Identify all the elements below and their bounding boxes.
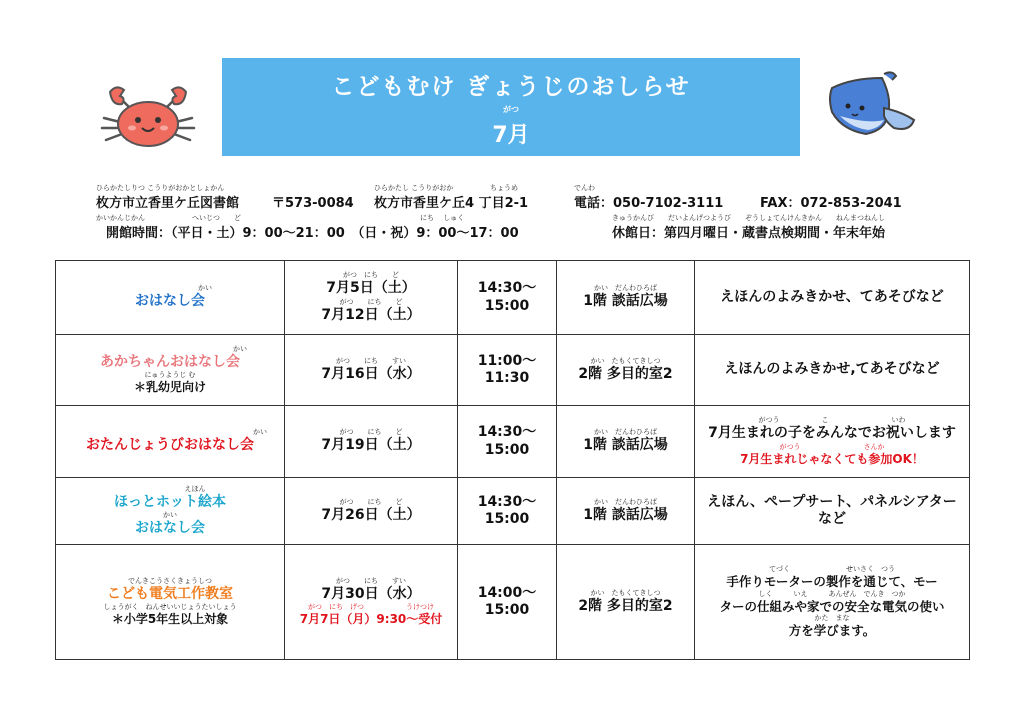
event-name-ruby: かい (198, 284, 212, 293)
event-name-ruby: でんきこうさくきょうしつ (128, 576, 212, 585)
event-time-start: 14:30～ (477, 424, 537, 440)
event-name-ruby: かい (253, 428, 267, 437)
date-ruby: がつ にち すい (336, 576, 406, 585)
postal-code: 〒573-0084 (272, 196, 354, 211)
note-ruby: にゅうようじ む (144, 371, 196, 380)
event-time-cell (458, 545, 557, 660)
event-place-cell (557, 335, 695, 406)
event-time-end: 15:00 (484, 602, 530, 618)
hours-ruby: かいかんじかん (96, 214, 145, 222)
event-date-cell (285, 406, 458, 478)
event-place: 2階 多目的室2 (578, 597, 673, 614)
event-activity-cell (695, 261, 970, 335)
event-date: 7月16日（水） (321, 365, 421, 382)
date-ruby: がつ にち ど (339, 428, 403, 437)
event-name: ほっとホット絵本 (114, 493, 226, 510)
event-extra-note: 7月生まれじゃなくても参加OK！ (740, 451, 924, 466)
page-title: こどもむけ ぎょうじのおしらせ (331, 74, 691, 100)
event-apply: 7月7日（月）9:30～受付 (299, 612, 443, 627)
event-name: こども電気工作教室 (107, 585, 233, 602)
date-ruby: がつ にち ど (339, 297, 403, 306)
event-name-ruby: えほん (184, 484, 206, 493)
place-ruby: かい だんわひろば (594, 284, 657, 293)
event-activity: 7月生まれの子をみんなでお祝いします (708, 425, 956, 442)
event-activity: えほんのよみきかせ、てあそびなど (720, 288, 944, 305)
month-label: 7月 (492, 123, 530, 148)
event-date-cell (285, 335, 458, 406)
event-time-start: 14:30～ (477, 280, 537, 296)
activity-ruby: かた まな (814, 614, 850, 623)
note-ruby: しょうがく ねんせいいじょうたいしょう (103, 603, 237, 612)
event-place: 1階 談話広場 (583, 437, 668, 454)
manta-ray-icon (822, 68, 922, 148)
event-activity-line: 手作りモーターの製作を通じて、モー (726, 574, 938, 590)
place-ruby: かい だんわひろば (594, 497, 657, 506)
table-row (56, 335, 970, 406)
event-time-end: 15:00 (484, 297, 530, 314)
event-time-cell (458, 261, 557, 335)
event-time-start: 14:00～ (477, 584, 537, 601)
date-ruby: がつ にち ど (339, 497, 403, 506)
event-time-end: 15:00 (484, 441, 530, 458)
event-date-cell (285, 545, 458, 660)
event-date-cell (285, 261, 458, 335)
event-date: 7月12日（土） (321, 306, 421, 323)
event-date: 7月26日（土） (321, 506, 421, 523)
event-name: あかちゃんおはなし会 (100, 353, 240, 370)
activity-ruby: がつう こ いわ (758, 416, 906, 425)
event-activity: えほん、ペープサート、パネルシアター (707, 493, 957, 510)
event-place-cell (557, 545, 695, 660)
event-place-cell (557, 406, 695, 478)
tel-ruby: でんわ (574, 184, 595, 192)
event-place: 2階 多目的室2 (578, 365, 673, 382)
event-activity: えほんのよみきかせ,てあそびなど (724, 361, 940, 378)
event-activity-cell (695, 478, 970, 545)
address: 枚方市香里ケ丘4 丁目2-1 (374, 196, 529, 211)
activity-ruby: てづく せいさく つう (769, 565, 895, 574)
holiday-ruby: にち しゅく (420, 214, 465, 222)
place-ruby: かい たもくてきしつ (590, 588, 661, 597)
event-name-cell (56, 261, 285, 335)
event-name-cell (56, 478, 285, 545)
event-date: 7月5日（土） (326, 280, 416, 296)
event-time-cell (458, 335, 557, 406)
fax: FAX：072-853-2041 (760, 196, 902, 211)
event-activity-cell (695, 335, 970, 406)
place-ruby: かい たもくてきしつ (590, 356, 661, 365)
activity-ruby: しく いえ あんぜん でんき つか (758, 589, 906, 598)
event-activity-line2: など (818, 511, 846, 527)
date-ruby: がつ にち すい (336, 356, 406, 365)
extra-ruby: がつう さんか (779, 442, 885, 451)
event-name-ruby: かい (163, 511, 177, 519)
weekday-ruby: へいじつ ど (192, 214, 241, 222)
address-ruby: ひらかたし こうりがおか (374, 184, 454, 192)
event-note: ＊小学5年生以上対象 (111, 612, 229, 627)
event-time-start: 14:30～ (477, 493, 537, 510)
event-name: おたんじょうびおはなし会 (86, 437, 254, 454)
table-row (56, 261, 970, 335)
event-name: おはなし会 (135, 293, 205, 310)
place-ruby: かい だんわひろば (594, 428, 657, 437)
crab-icon (98, 84, 198, 150)
event-activity-line: ターの仕組みや家での安全な電気の使い (719, 598, 945, 614)
event-place-cell (557, 478, 695, 545)
event-activity-line: 方を学びます。 (788, 623, 876, 639)
event-time-end: 15:00 (484, 511, 530, 527)
event-time-end: 11:30 (484, 370, 530, 386)
table-row (56, 478, 970, 545)
title-banner (222, 58, 800, 156)
library-name: 枚方市立香里ケ丘図書館 (96, 196, 240, 211)
event-date: 7月30日（水） (321, 585, 421, 602)
apply-ruby: がつ にち げつ うけつけ (308, 603, 434, 612)
event-date-cell (285, 478, 458, 545)
table-row (56, 545, 970, 660)
month-ruby: がつ (503, 105, 519, 114)
event-name-cell (56, 335, 285, 406)
event-place: 1階 談話広場 (583, 293, 668, 310)
event-note: ＊乳幼児向け (133, 380, 206, 395)
table-row (56, 406, 970, 478)
closed-ruby: きゅうかんび だいよんげつようび ぞうしょてんけんきかん ねんまつねんし (612, 214, 885, 222)
event-activity-cell (695, 545, 970, 660)
event-time-start: 11:00～ (477, 352, 537, 369)
date-ruby: がつ にち ど (343, 271, 399, 279)
event-schedule-table (55, 260, 970, 660)
event-date: 7月19日（土） (321, 437, 421, 454)
event-name-cell (56, 406, 285, 478)
event-activity-cell (695, 406, 970, 478)
event-time-cell (458, 478, 557, 545)
library-ruby: ひらかたしりつ こうりがおかとしょかん (96, 184, 225, 192)
opening-hours: 開館時間：（平日・土）9：00～21：00 （日・祝）9：00～17：00 (106, 226, 519, 241)
closed-days: 休館日：第四月曜日・蔵書点検期間・年末年始 (612, 226, 886, 241)
event-place-cell (557, 261, 695, 335)
tel: 電話：050-7102-3111 (574, 196, 724, 211)
chome-ruby: ちょうめ (490, 184, 518, 192)
event-place: 1階 談話広場 (583, 506, 668, 523)
event-name-cell (56, 545, 285, 660)
event-time-cell (458, 406, 557, 478)
event-name-ruby: かい (233, 344, 247, 353)
event-name-line2: おはなし会 (135, 520, 205, 536)
